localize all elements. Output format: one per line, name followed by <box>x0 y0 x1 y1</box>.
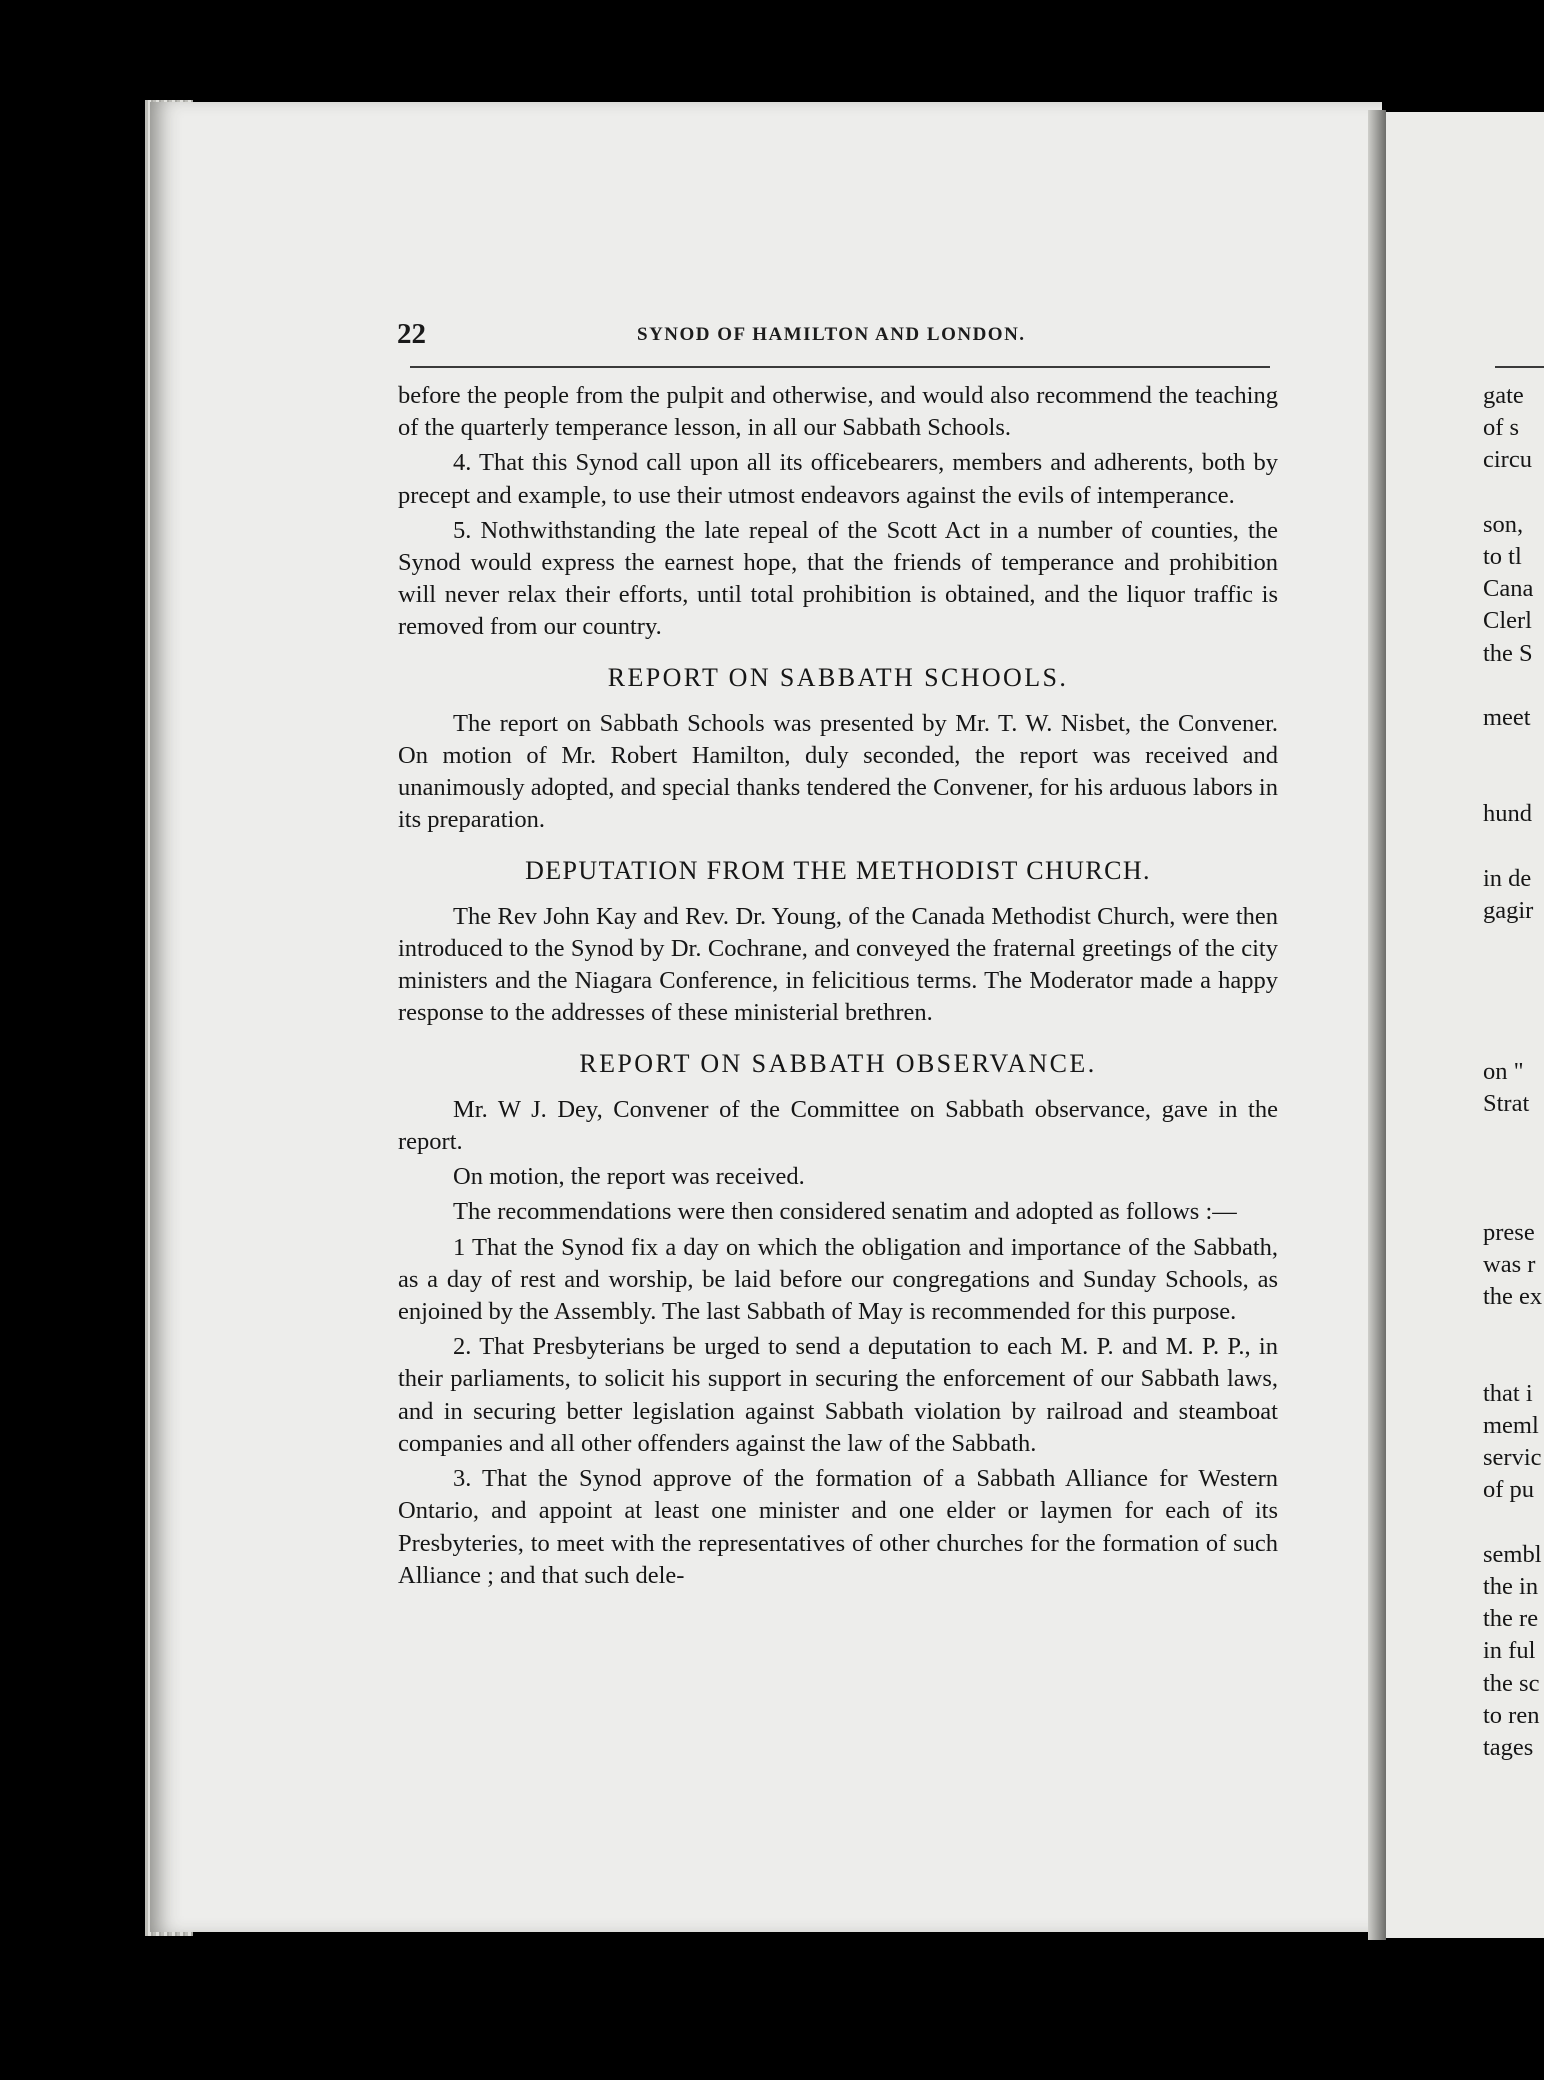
right-page-fragment: circu <box>1483 446 1532 474</box>
right-page-fragment: in de <box>1483 864 1532 892</box>
right-page-fragment <box>1483 1024 1544 1056</box>
paragraph-motion-received: On motion, the report was received. <box>453 1163 805 1191</box>
right-page-fragment: gagir <box>1483 897 1534 924</box>
right-page-fragment <box>1483 734 1544 766</box>
right-page-fragment: Cana <box>1483 575 1534 603</box>
right-page-fragment: the sc <box>1483 1669 1540 1697</box>
right-page-fragment <box>1483 1185 1544 1217</box>
right-page-fragment: in ful <box>1483 1637 1536 1665</box>
right-page-fragment: meml <box>1483 1412 1539 1439</box>
paragraph-observance-report: Mr. W J. Dey, Convener of the Committee on Sabbath observance, gave in the report. <box>398 1095 1278 1156</box>
right-page-fragment <box>1483 1153 1544 1185</box>
right-page-fragment <box>1483 992 1544 1024</box>
heading-sabbath-schools: REPORT ON SABBATH SCHOOLS. <box>607 662 1069 692</box>
right-page-fragment: son, <box>1483 510 1524 538</box>
paragraph-sabbath-schools: The report on Sabbath Schools was presented by Mr. T. W. Nisbet, the Convener. On motion of Mr. Robert Hamilton, duly seconded, the report was received and unanimously adopted, and special thanks tendered the Convener, for his arduous labors in its preparation. <box>398 709 1278 834</box>
right-page-fragment <box>1483 1507 1544 1539</box>
paragraph-recommendation-1: 1 That the Synod fix a day on which the obligation and importance of the Sabbath, as a day of rest and worship, be laid before our congregations and Sunday Schools, as enjoined by the Assembly. The last Sabbath of May is recommended for this purpose. <box>398 1233 1278 1326</box>
right-page-fragment: tages <box>1483 1733 1534 1761</box>
right-page-fragment: prese <box>1483 1218 1535 1246</box>
right-page-fragment: that i <box>1483 1379 1533 1407</box>
right-page-fragment: of pu <box>1483 1476 1535 1504</box>
right-page-fragment <box>1483 477 1544 509</box>
page-body <box>398 380 1278 1592</box>
page-header <box>397 318 1277 358</box>
right-page-fragment: servic <box>1483 1444 1542 1472</box>
header-rule <box>410 366 1270 368</box>
right-page-fragment <box>1483 766 1544 798</box>
right-page-fragment <box>1483 1120 1544 1152</box>
right-page-fragment <box>1483 1346 1544 1378</box>
right-page-fragment: gate <box>1483 382 1524 409</box>
heading-methodist-deputation: DEPUTATION FROM THE METHODIST CHURCH. <box>525 855 1151 885</box>
right-page-fragment: was r <box>1483 1251 1536 1279</box>
right-page-fragment: the S <box>1483 639 1533 667</box>
book-gutter <box>1368 110 1386 1940</box>
right-page-fragment: meet <box>1483 703 1531 731</box>
paragraph-resolution-5: 5. Nothwithstanding the late repeal of the Scott Act in a number of counties, the Synod would express the earnest hope, that the friends of temperance and prohibition will never relax their efforts, until total prohibition is obtained, and the liquor traffic is removed from our country. <box>398 516 1278 641</box>
right-page-text <box>1483 380 1544 1764</box>
right-page-fragment: on " <box>1483 1057 1524 1085</box>
right-page-fragment: hund <box>1483 800 1532 828</box>
right-page-fragment: sembl <box>1483 1540 1542 1568</box>
running-head: SYNOD OF HAMILTON AND LONDON. <box>637 324 1026 345</box>
right-page-fragment: the re <box>1483 1605 1539 1633</box>
right-page-fragment: to tl <box>1483 542 1522 570</box>
heading-sabbath-observance: REPORT ON SABBATH OBSERVANCE. <box>579 1048 1097 1078</box>
paragraph-recommendation-3: 3. That the Synod approve of the formation of a Sabbath Alliance for Western Ontario, and appoint at least one minister and one elder or laymen for each of its Presbyteries, to meet with the representatives of other churches for the formation of such Alliance ; and that such dele- <box>398 1465 1278 1589</box>
right-page-fragment <box>1483 927 1544 959</box>
right-page-fragment: the in <box>1483 1572 1539 1600</box>
right-page-fragment: to ren <box>1483 1701 1540 1729</box>
paragraph-recommendations: The recommendations were then considered senatim and adopted as follows :— <box>453 1198 1237 1226</box>
right-page-fragment <box>1483 831 1544 863</box>
paragraph-resolution-4: 4. That this Synod call upon all its officebearers, members and adherents, both by precept and example, to use their utmost endeavors against the evils of intemperance. <box>398 449 1278 509</box>
paragraph-methodist-deputation: The Rev John Kay and Rev. Dr. Young, of the Canada Methodist Church, were then introduced to the Synod by Dr. Cochrane, and conveyed the fraternal greetings of the city ministers and the Niagara Conference, in felicitious terms. The Moderator made a happy response to the addresses of these ministerial brethren. <box>398 902 1278 1027</box>
right-page-fragment <box>1483 959 1544 991</box>
right-page-fragment: the ex <box>1483 1283 1543 1311</box>
right-page-fragment: Clerl <box>1483 607 1532 635</box>
paragraph-recommendation-2: 2. That Presbyterians be urged to send a deputation to each M. P. and M. P. P., in their parliaments, to solicit his support in securing the enforcement of our Sabbath laws, and in securing better legislation against Sabbath violation by railroad and steamboat companies and all other offenders against the law of the Sabbath. <box>398 1333 1278 1457</box>
right-page-fragment <box>1483 670 1544 702</box>
right-page-fragment: Strat <box>1483 1090 1530 1118</box>
right-page-fragment: of s <box>1483 414 1520 442</box>
right-page-header-rule <box>1495 366 1544 368</box>
paragraph-temperance-continued: before the people from the pulpit and otherwise, and would also recommend the teaching of the quarterly temperance lesson, in all our Sabbath Schools. <box>398 382 1278 442</box>
right-page-fragment <box>1483 1313 1544 1345</box>
page-number: 22 <box>397 318 426 350</box>
